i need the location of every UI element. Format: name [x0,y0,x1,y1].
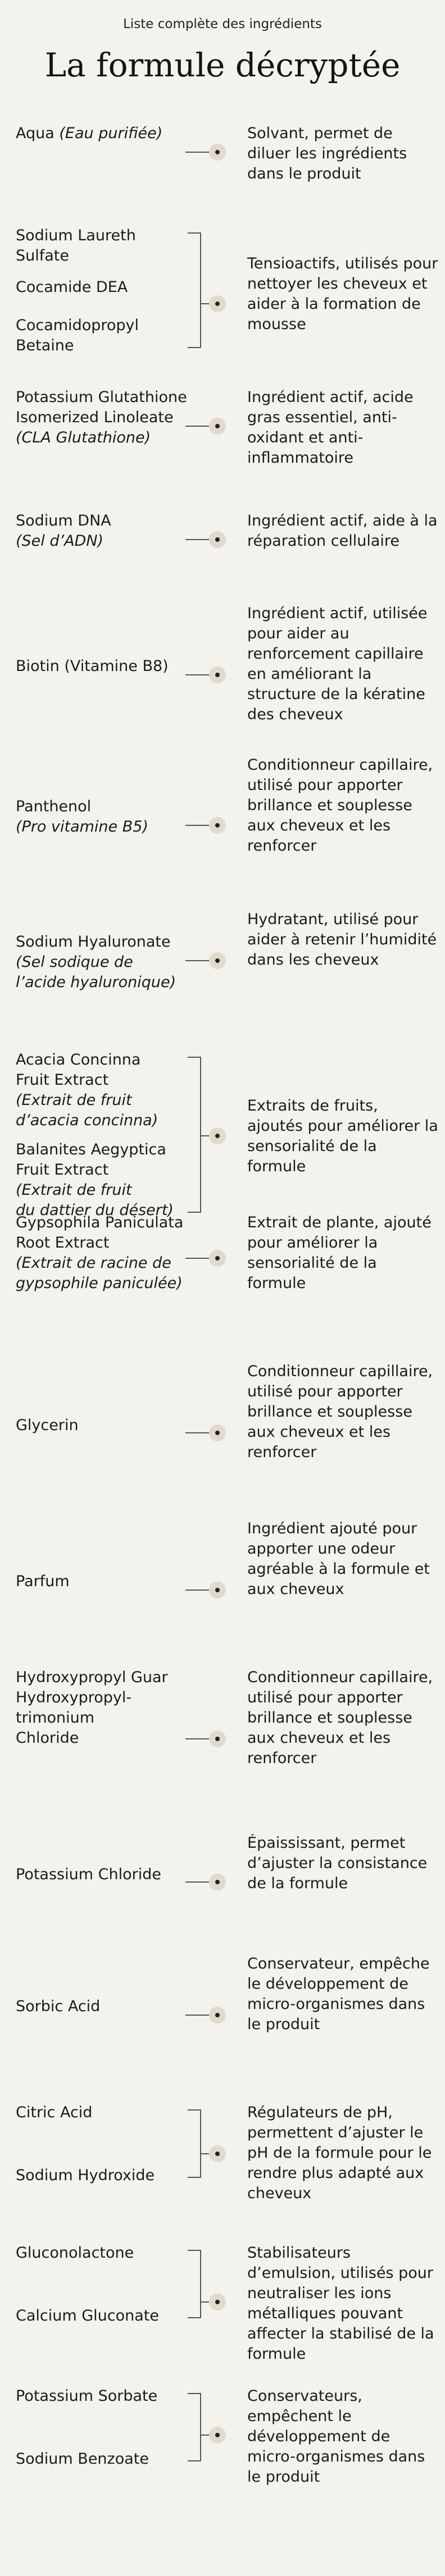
ingredient-name [16,2166,201,2186]
ingredient-name [16,1865,201,1885]
ingredient-name-line: Sodium Benzoate [16,2450,149,2468]
group-bracket [188,2250,201,2318]
ingredient-name [16,1050,201,1131]
connector-dot-icon [209,2007,226,2024]
connector-dot-icon [209,531,226,548]
ingredient-description: Ingrédient actif, acide gras essentiel, anti-oxidant et anti-inflammatoire [247,389,414,467]
ingredient-name-line: Citric Acid [16,2104,93,2121]
ingredient-name-line: Calcium Gluconate [16,2307,159,2324]
ingredient-description: Stabilisateurs d’emulsion, utilisés pour neutraliser les ions métalliques pouvant affecter la stabilisé de la formule [247,2244,434,2363]
connector-dot-icon [209,1250,226,1267]
ingredient-description: Ingrédient actif, aide à la réparation cellulaire [247,512,438,550]
ingredient-name [16,2449,201,2469]
ingredient-name [16,277,201,298]
ingredient-name [16,1997,201,2017]
ingredient-name [16,1213,201,1294]
ingredient-description: Extraits de fruits, ajoutés pour améliorer la sensorialité de la formule [247,1097,438,1175]
ingredient-description: Conditionneur capillaire, utilisé pour apporter brillance et souplesse aux cheveux et les renforcer [247,1669,433,1767]
ingredient-name-line: Gluconolactone [16,2244,134,2262]
connector-dot-icon [209,295,226,312]
ingredient-name [16,1415,201,1436]
ingredient-name [16,511,201,551]
ingredient-description: Hydratant, utilisé pour aider à retenir l’humidité dans les cheveux [247,911,437,969]
ingredient-description: Conservateur, empêche le développement de micro-organismes dans le produit [247,1955,430,2033]
ingredient-name-line: Cocamidopropyl [16,317,139,334]
ingredient-common-name: gypsophile paniculée) [16,1275,183,1292]
ingredient-description: Régulateurs de pH, permettent d’ajuster le pH de la formule pour le rendre plus adapté aux cheveux [247,2104,432,2202]
connector-dot-icon [209,2145,226,2162]
ingredient-description: Conservateurs, empêchent le développement de micro-organismes dans le produit [247,2387,425,2486]
ingredient-name-line: Sodium Hyaluronate [16,933,171,951]
connector-dot-icon [209,2427,226,2443]
list-subtitle: Liste complète des ingrédients [123,17,322,31]
connector-dot-icon [209,144,226,161]
ingredient-name-line: Aqua (Eau purifiée) [16,125,163,142]
ingredient-name-line: Parfum [16,1573,70,1590]
ingredient-name [16,1572,201,1592]
connector-dot-icon [209,1730,226,1747]
ingredient-name-line: Sulfate [16,247,70,264]
ingredient-name-line: Hydroxypropyl- [16,1689,132,1706]
ingredient-name-line: Potassium Chloride [16,1866,161,1883]
ingredient-description: Tensioactifs, utilisés pour nettoyer les cheveux et aider à la formation de mousse [247,255,438,333]
ingredient-description: Conditionneur capillaire, utilisé pour apporter brillance et souplesse aux cheveux et les renforcer [247,1363,433,1461]
ingredient-common-name: (CLA Glutathione) [16,429,151,446]
connector-dot-icon [209,952,226,969]
ingredient-name-line: Chloride [16,1729,79,1747]
connector-dot-icon [209,1424,226,1441]
ingredient-name-line: Hydroxypropyl Guar [16,1669,168,1686]
ingredient-common-name: (Eau purifiée) [54,125,163,142]
ingredient-name [16,797,201,837]
ingredient-description: Conditionneur capillaire, utilisé pour apporter brillance et souplesse aux cheveux et les renforcer [247,756,433,855]
ingredient-name [16,656,201,677]
group-bracket [188,2393,201,2461]
ingredient-name-line: Panthenol [16,798,92,815]
ingredient-name [16,124,201,144]
ingredient-common-name: d’acacia concinna) [16,1112,158,1129]
ingredient-name [16,932,201,993]
ingredient-common-name: (Sel sodique de [16,953,133,971]
ingredient-common-name: (Extrait de fruit [16,1181,132,1199]
ingredient-name-line: Sodium Laureth [16,227,136,244]
ingredient-name [16,2243,201,2263]
ingredient-name-line: Betaine [16,337,74,354]
ingredient-name-line: trimonium [16,1709,95,1727]
connector-dot-icon [209,1127,226,1144]
ingredient-name-line: Acacia Concinna [16,1051,141,1068]
page-title: La formule décryptée [44,46,401,84]
ingredient-name [16,1140,201,1221]
ingredient-common-name: l’acide hyaluronique) [16,974,176,991]
ingredient-name-line: Biotin (Vitamine B8) [16,657,169,675]
connector-dot-icon [209,817,226,834]
ingredient-common-name: (Extrait de racine de [16,1254,171,1272]
ingredient-common-name: (Sel d’ADN) [16,532,104,550]
ingredient-name [16,2103,201,2123]
ingredient-name-line: Sodium Hydroxide [16,2167,155,2184]
ingredient-name [16,1668,201,1748]
ingredient-name-line: Potassium Glutathione [16,389,187,406]
ingredient-name-line: Sodium DNA [16,512,111,529]
ingredient-description: Solvant, permet de diluer les ingrédients dans le produit [247,125,407,182]
connector-dot-icon [209,2294,226,2310]
ingredient-description: Épaississant, permet d’ajuster la consistance de la formule [247,1834,428,1892]
ingredient-name [16,226,201,266]
ingredient-name [16,387,201,448]
ingredient-name-line: Root Extract [16,1234,110,1252]
ingredient-name-line: Isomerized Linoleate [16,409,174,426]
ingredient-common-name: du dattier du désert) [16,1202,174,1219]
ingredient-description: Ingrédient actif, utilisée pour aider au renforcement capillaire en améliorant la structure de la kératine des cheveux [247,605,428,723]
group-bracket [188,2109,201,2178]
ingredient-name [16,316,201,356]
group-bracket [188,1057,201,1213]
connector-dot-icon [209,1582,226,1598]
ingredient-description: Ingrédient ajouté pour apporter une odeur agréable à la formule et aux cheveux [247,1520,430,1598]
group-bracket [188,232,201,348]
connector-dot-icon [209,666,226,683]
ingredient-name [16,2306,201,2326]
ingredient-name-line: Glycerin [16,1417,79,1434]
ingredient-name-line: Gypsophila Paniculata [16,1214,184,1231]
connector-dot-icon [209,1874,226,1890]
ingredient-common-name: (Pro vitamine B5) [16,818,148,835]
ingredient-name-line: Fruit Extract [16,1161,109,1179]
connector-dot-icon [209,418,226,435]
ingredient-name [16,2386,201,2406]
ingredient-description: Extrait de plante, ajouté pour améliorer la sensorialité de la formule [247,1214,432,1292]
ingredient-name-line: Balanites Aegyptica [16,1141,166,1158]
ingredient-name-line: Sorbic Acid [16,1998,101,2015]
ingredient-name-line: Cocamide DEA [16,278,128,296]
ingredient-common-name: (Extrait de fruit [16,1091,132,1109]
ingredient-name-line: Fruit Extract [16,1071,109,1089]
ingredient-name-line: Potassium Sorbate [16,2387,158,2405]
